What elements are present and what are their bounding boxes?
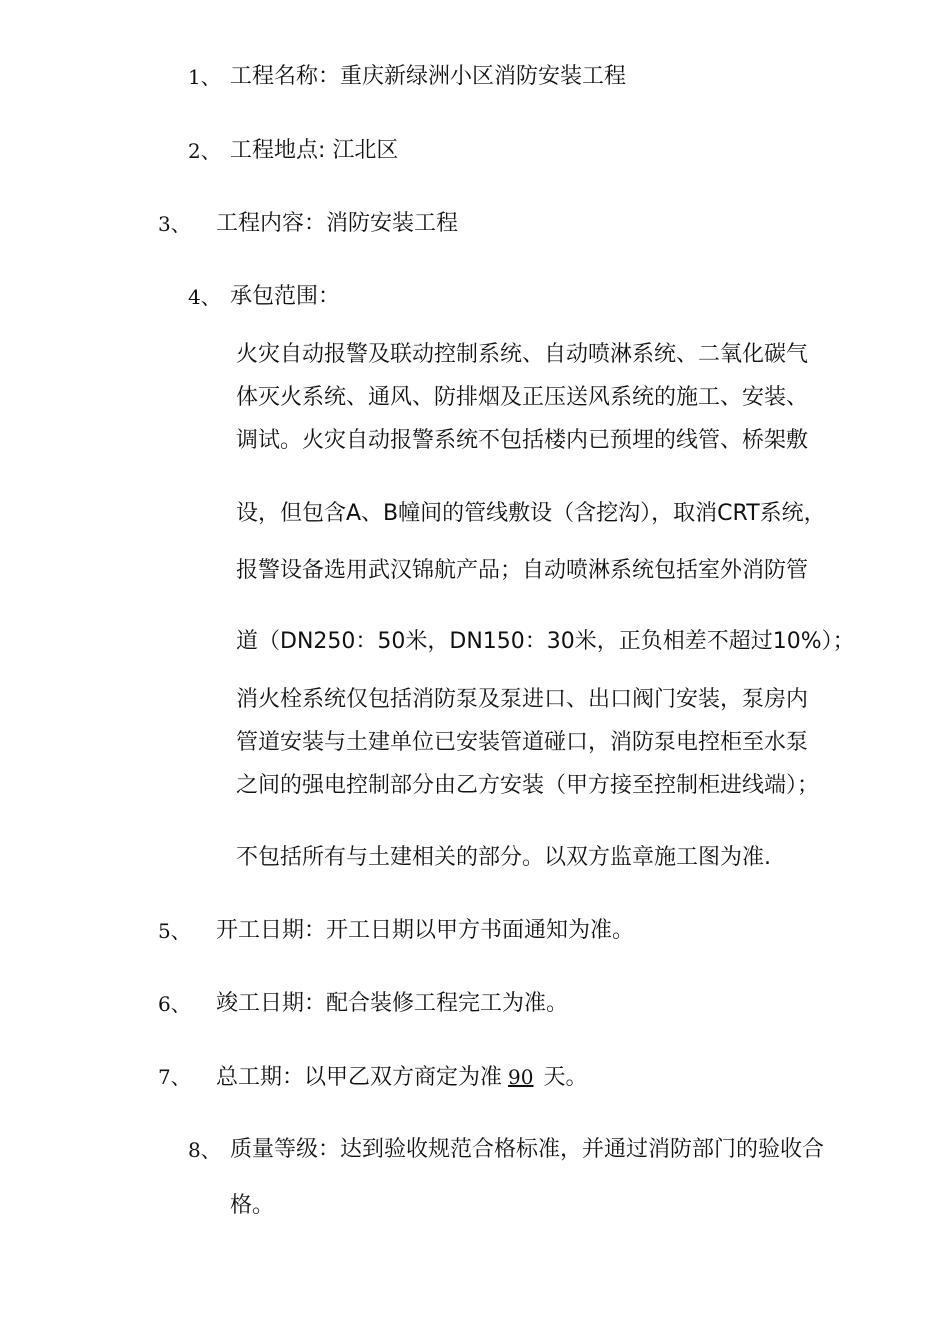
item-2-number: 2、 xyxy=(188,139,221,163)
scope-line-10: 不包括所有与土建相关的部分。以双方监章施工图为准. xyxy=(236,845,771,870)
scope-line-1: 火灾自动报警及联动控制系统、自动喷淋系统、二氧化碳气 xyxy=(236,342,809,367)
item-8-number: 8、 xyxy=(188,1138,221,1162)
scope-line-7: 消火栓系统仅包括消防泵及泵进口、出口阀门安装，泵房内 xyxy=(236,687,809,712)
item-6-number: 6、 xyxy=(158,992,191,1016)
item-7-number: 7、 xyxy=(158,1065,191,1089)
duration-days-value: 90 xyxy=(508,1065,534,1089)
scope-line-6: 道（DN250：50米，DN150：30米，正负相差不超过10%）； xyxy=(236,629,855,654)
item-7-text-after: 天。 xyxy=(543,1065,588,1090)
item-1-text: 工程名称：重庆新绿洲小区消防安装工程 xyxy=(230,64,627,89)
item-7-text-before: 总工期：以甲乙双方商定为准 xyxy=(216,1065,503,1090)
item-3-number: 3、 xyxy=(158,212,191,236)
item-3-text: 工程内容：消防安装工程 xyxy=(216,211,459,236)
item-2-text: 工程地点: 江北区 xyxy=(230,138,399,163)
item-7-text xyxy=(216,1062,587,1093)
item-8-text: 质量等级：达到验收规范合格标准，并通过消防部门的验收合 xyxy=(230,1137,825,1162)
scope-line-9: 之间的强电控制部分由乙方安装（甲方接至控制柜进线端）； xyxy=(236,773,820,798)
scope-line-5: 报警设备选用武汉锦航产品；自动喷淋系统包括室外消防管 xyxy=(236,558,809,583)
item-4-number: 4、 xyxy=(188,285,221,309)
item-5-text: 开工日期：开工日期以甲方书面通知为准。 xyxy=(216,918,635,943)
scope-line-3: 调试。火灾自动报警系统不包括楼内已预埋的线管、桥架敷 xyxy=(236,428,809,453)
item-1-number: 1、 xyxy=(188,65,221,89)
scope-line-8: 管道安装与土建单位已安装管道碰口，消防泵电控柜至水泵 xyxy=(236,730,809,755)
item-8-continuation: 格。 xyxy=(230,1193,275,1218)
scope-line-2: 体灭火系统、通风、防排烟及正压送风系统的施工、安装、 xyxy=(236,385,809,410)
scope-line-4: 设，但包含A、B幢间的管线敷设（含挖沟），取消CRT系统， xyxy=(236,501,826,526)
item-5-number: 5、 xyxy=(158,919,191,943)
item-6-text: 竣工日期：配合装修工程完工为准。 xyxy=(216,991,569,1016)
item-4-text: 承包范围： xyxy=(230,284,341,309)
